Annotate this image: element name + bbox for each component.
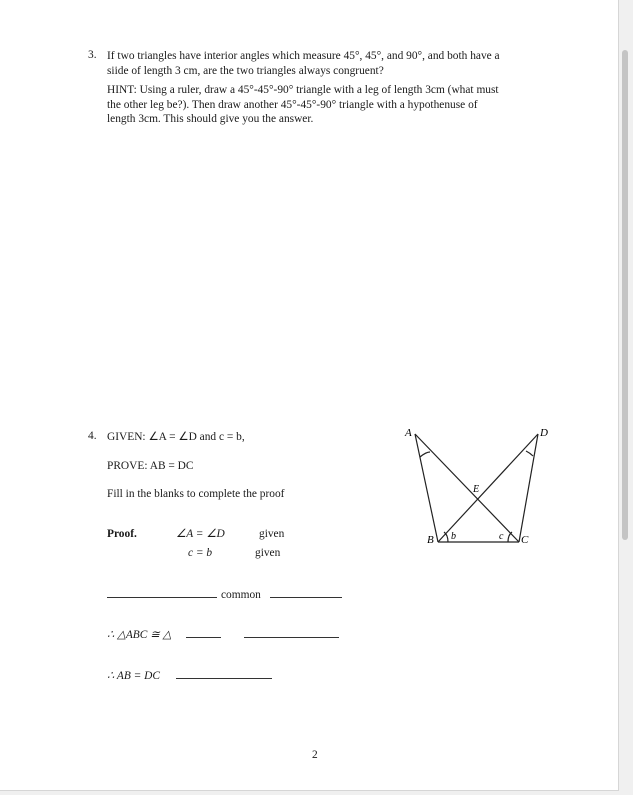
- label-angle-b: b: [451, 531, 456, 542]
- angle-mark-a: [420, 452, 430, 457]
- conclusion-statement: ∴ AB = DC: [107, 670, 161, 682]
- prove-statement: PROVE: AB = DC: [107, 460, 194, 472]
- angle-mark-d: [526, 451, 533, 456]
- blank-common-extra[interactable]: [270, 597, 342, 598]
- blank-common-statement[interactable]: [107, 597, 217, 598]
- scrollbar-thumb[interactable]: [622, 50, 628, 540]
- given-statement: GIVEN: ∠A = ∠D and c = b,: [107, 431, 245, 443]
- angle-mark-b: [444, 532, 448, 542]
- label-b: B: [427, 534, 434, 546]
- label-e: E: [473, 484, 480, 495]
- problem-3-question-line: siide of length 3 cm, are the two triangles always congruent?: [107, 64, 384, 77]
- label-angle-c: c: [499, 531, 504, 542]
- blank-congruence-reason[interactable]: [244, 637, 339, 638]
- problem-3-number: 3.: [88, 49, 97, 61]
- label-c: C: [521, 534, 529, 546]
- problem-3-hint-line: length 3cm. This should give you the answer.: [107, 113, 314, 126]
- triangle-figure: [398, 422, 558, 552]
- problem-3-hint: [107, 83, 555, 127]
- blank-conclusion-reason[interactable]: [176, 678, 272, 679]
- proof-step-1-reason: given: [259, 528, 285, 540]
- congruence-statement: ∴ △ABC ≅ △: [107, 629, 172, 641]
- problem-3-question: [107, 49, 555, 78]
- blank-congruent-triangle[interactable]: [186, 637, 221, 638]
- proof-step-1-statement: ∠A = ∠D: [176, 528, 225, 540]
- segment-ac: [415, 434, 519, 542]
- problem-4-number: 4.: [88, 430, 97, 442]
- segment-dc: [519, 434, 538, 542]
- problem-3-hint-line: HINT: Using a ruler, draw a 45°-45°-90° triangle with a leg of length 3cm (what must: [107, 84, 499, 96]
- segment-ab: [415, 434, 438, 542]
- segment-db: [438, 434, 538, 542]
- proof-step-2-reason: given: [255, 547, 281, 559]
- label-d: D: [540, 427, 548, 439]
- problem-3-question-line: If two triangles have interior angles which measure 45°, 45°, and 90°, and both have a: [107, 50, 500, 62]
- proof-label: Proof.: [107, 528, 137, 540]
- problem-3-hint-line: the other leg be?). Then draw another 45°-45°-90° triangle with a hypothenuse of: [107, 98, 478, 111]
- proof-step-2-statement: c = b: [188, 547, 213, 559]
- page-number: 2: [312, 749, 318, 761]
- label-a: A: [405, 427, 412, 439]
- instruction-text: Fill in the blanks to complete the proof: [107, 488, 285, 500]
- common-reason: common: [221, 589, 261, 601]
